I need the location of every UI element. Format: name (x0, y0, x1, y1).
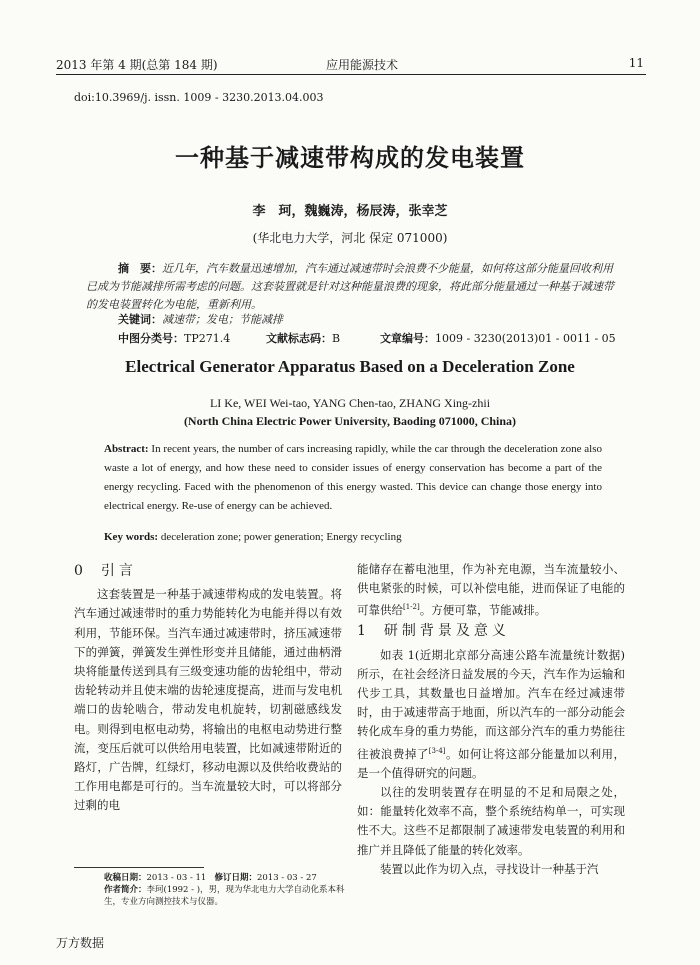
abstract-en-text: In recent years, the number of cars increasing rapidly, while the car through the deceleration zone also waste a lot of energy, and how these need to consider issues of energy conservation has become a part of the energy recycling. Faced with the phenomenon of this energy wasted. This device can change those energy into electrical energy. Re-use of energy can be achieved. (104, 443, 602, 512)
authors-zh: 李 珂，魏巍涛，杨辰涛，张幸芝 (252, 204, 448, 219)
keywords-en-text: deceleration zone; power generation; Energy recycling (158, 531, 402, 543)
keywords-en-label: Key words: (104, 531, 159, 543)
section-1-paragraph-2: 以往的发明装置存在明显的不足和局限之处，如：能量转化效率不高，整个系统结构单一，可实现性不大。这些不足都限制了减速带发电装置的利用和推广并且降低了能量的转化效率。 (357, 784, 625, 857)
keywords-zh (118, 311, 283, 327)
keywords-en (104, 531, 402, 543)
section-0-paragraph: 这套装置是一种基于减速带构成的发电装置。将汽车通过减速带时的重力势能转化为电能并得以有效利用，节能环保。当汽车通过减速带时，挤压减速带下的弹簧，弹簧发生弹性形变并且储能，通过曲柄滑块将能量传送到具有三级变速功能的齿轮组中，带动齿轮转动并且使末端的齿轮速度提高，进而与发电机端口的齿轮啮合，带动发电机旋转，切割磁感线发电。则得到电枢电动势，将输出的电枢电动势进行整流，变压后就可以供给用电装置，比如减速带附近的路灯，广告牌，红绿灯，移动电源以及供给收费站的工作用电都是可行的。当车流量较大时，可以将部分过剩的电 (74, 587, 342, 813)
watermark-text: 万方数据 (56, 936, 105, 950)
abstract-zh (86, 260, 616, 314)
footnote: 收稿日期：2013 - 03 - 11 修订日期：2013 - 03 - 27 作者简介：李珂(1992 - )，男，现为华北电力大学自动化系本科生，专业方向测控技术与仪器。 (104, 873, 345, 907)
title-zh: 一种基于减速带构成的发电装置 (175, 143, 525, 172)
abstract-en (104, 440, 602, 516)
journal-name: 应用能源技术 (326, 58, 399, 72)
abstract-zh-label: 摘 要： (118, 262, 162, 275)
title-en: Electrical Generator Apparatus Based on a Deceleration Zone (125, 357, 575, 376)
continued-paragraph: 能储存在蓄电池里，作为补充电源，当车流量较小、供电紧张的时候，可以补偿电能，进而保证了电能的可靠供给[1-2]。方便可靠，节能减排。 (357, 562, 625, 618)
clc: 中图分类号：TP271.4 (118, 332, 231, 345)
affiliation-zh: (华北电力大学，河北 保定 071000) (252, 231, 448, 245)
affiliation-en: (North China Electric Power University, Baoding 071000, China) (183, 414, 517, 428)
abstract-en-label: Abstract: (104, 443, 149, 455)
section-0-heading: 0 引言 (74, 563, 137, 579)
doc-code: 文献标志码：B (266, 332, 341, 345)
header-rule (56, 74, 646, 75)
page-number: 11 (628, 56, 644, 70)
section-1-paragraph-1: 如表 1(近期北京部分高速公路车流量统计数据)所示，在社会经济日益发展的今天，汽车作为运输和代步工具，其数量也日益增加。汽车在经过减速带时，由于减速带高于地面，所以汽车的一部分动能会转化成车身的重力势能，而这部分汽车的重力势能往往被浪费掉了[3-4]。如何让将这部分能量加以利用，是一个值得研究的问题。 (357, 647, 626, 780)
keywords-zh-text: 减速带；发电；节能减排 (162, 313, 283, 326)
section-1-paragraph-3: 装置以此作为切入点，寻找设计一种基于汽 (380, 861, 599, 876)
keywords-zh-label: 关键词： (118, 313, 162, 326)
left-column (74, 560, 342, 816)
issue-info: 2013 年第 4 期(总第 184 期) (56, 58, 218, 72)
authors-en: LI Ke, WEI Wei-tao, YANG Chen-tao, ZHANG Xing-zhii (209, 396, 491, 410)
section-1-heading: 1 研制背景及意义 (357, 623, 510, 640)
article-number: 文章编号：1009 - 3230(2013)01 - 0011 - 05 (380, 332, 616, 345)
footnote-rule (74, 867, 204, 868)
abstract-zh-text: 近几年，汽车数量迅速增加，汽车通过减速带时会浪费不少能量，如何将这部分能量回收利用已成为节能减排所需考虑的问题。这套装置就是针对这种能量浪费的现象，将此部分能量通过一种基于减速带的发电装置转化为电能，重新利用。 (86, 262, 614, 311)
right-column (357, 560, 625, 879)
doi: doi:10.3969/j. issn. 1009 - 3230.2013.04.003 (74, 91, 324, 104)
